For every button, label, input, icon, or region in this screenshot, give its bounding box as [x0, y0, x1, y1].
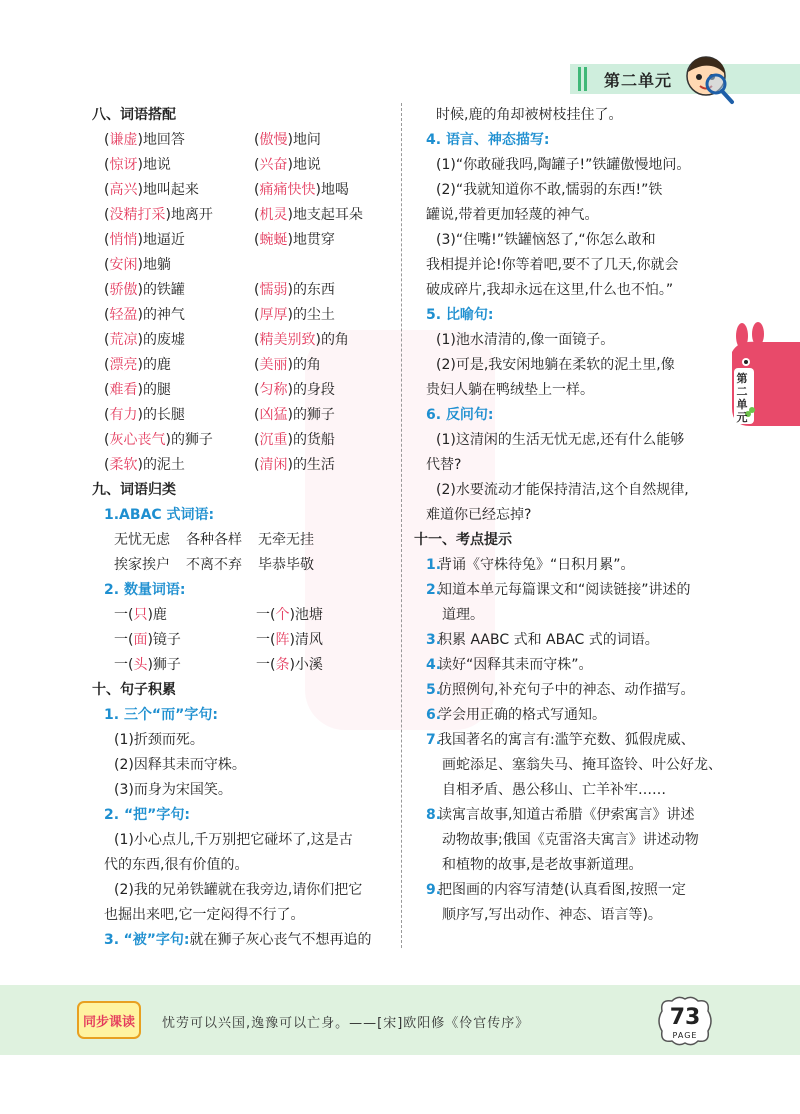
- measure-answer: 只: [133, 607, 148, 623]
- answer-word: 凶猛: [259, 407, 288, 423]
- tip-line-cont: [414, 778, 726, 803]
- bei-num: 3.: [104, 932, 120, 948]
- paren-open: (: [254, 382, 260, 398]
- er-sentence: (1)折颈而死。: [114, 732, 204, 748]
- measure-row: [92, 603, 397, 628]
- abac-word-list: [92, 528, 397, 578]
- abac-word: 无牵无挂: [258, 532, 314, 548]
- tip-number: 6.: [426, 707, 442, 723]
- paren-open: (: [254, 407, 260, 423]
- description-2-line-1: (2)“我就知道你不敢,懦弱的东西!”铁: [436, 182, 663, 198]
- metaphor-2-line-1: (2)可是,我安闲地躺在柔软的泥土里,像: [436, 357, 675, 373]
- pairing-cell: [104, 453, 254, 478]
- tip-line-first: [414, 628, 726, 653]
- pairing-cell: [254, 278, 404, 303]
- pairing-cell: [104, 378, 254, 403]
- pairing-text: 的生活: [292, 457, 335, 473]
- tip-number: 2.: [426, 582, 442, 598]
- rhetorical-num: 6.: [426, 407, 442, 423]
- measure-suffix: )鹿: [147, 607, 167, 623]
- answer-word: 兴奋: [259, 157, 288, 173]
- pairing-text: 的东西: [292, 282, 335, 298]
- paren-close: ): [165, 207, 171, 223]
- rhetorical-2-line-2: 难道你已经忘掉?: [426, 507, 532, 523]
- pairing-row: [92, 153, 397, 178]
- footer-quote: 忧劳可以兴国,逸豫可以亡身。——[宋]欧阳修《伶官传序》: [162, 1016, 530, 1031]
- er-num: 1.: [104, 707, 120, 723]
- measure-word-list: [92, 603, 397, 678]
- measure-subtitle: [92, 578, 397, 603]
- tip-text: 仿照例句,补充句子中的神态、动作描写。: [438, 682, 695, 698]
- pairing-text: 的狮子: [170, 432, 213, 448]
- paren-close: ): [287, 432, 293, 448]
- measure-prefix: 一(: [256, 607, 276, 623]
- pairing-text: 地喝: [320, 182, 349, 198]
- logo-text: 同步课读: [82, 1015, 136, 1030]
- word-pairing-list: [92, 128, 397, 478]
- answer-word: 难看: [109, 382, 138, 398]
- ba-sentence-1-line-2: 代的东西,很有价值的。: [104, 857, 249, 873]
- paren-open: (: [254, 232, 260, 248]
- measure-suffix: )清风: [289, 632, 323, 648]
- paren-close: ): [315, 332, 321, 348]
- pairing-cell: [104, 228, 254, 253]
- answer-word: 厚厚: [259, 307, 288, 323]
- paren-close: ): [287, 282, 293, 298]
- tip-number: 9.: [426, 882, 442, 898]
- pairing-text: 的长腿: [142, 407, 185, 423]
- tip-line-first: [414, 728, 726, 753]
- bei-label: “被”字句:: [123, 932, 190, 948]
- paren-close: ): [287, 457, 293, 473]
- pairing-cell: [254, 328, 404, 353]
- pairing-text: 地回答: [142, 132, 185, 148]
- paren-close: ): [137, 182, 143, 198]
- paren-close: ): [137, 132, 143, 148]
- answer-word: 柔软: [109, 457, 138, 473]
- answer-word: 傲慢: [259, 132, 288, 148]
- pairing-row: [92, 353, 397, 378]
- bei-sentence-line-2: 时候,鹿的角却被树枝挂住了。: [436, 107, 623, 123]
- description-3-line-1: (3)“住嘴!”铁罐恼怒了,“你怎么敢和: [436, 232, 656, 248]
- measure-suffix: )狮子: [147, 657, 181, 673]
- abac-word: 无忧无虑: [114, 532, 170, 548]
- tip-text: 学会用正确的格式写通知。: [438, 707, 606, 723]
- paren-open: (: [254, 357, 260, 373]
- pairing-text: 的铁罐: [142, 282, 185, 298]
- tip-line-first: [414, 578, 726, 603]
- pairing-cell: [104, 203, 254, 228]
- metaphor-1-line-1: (1)池水清清的,像一面镜子。: [436, 332, 615, 348]
- pairing-text: 地叫起来: [142, 182, 199, 198]
- answer-word: 机灵: [259, 207, 288, 223]
- answer-word: 惊讶: [109, 157, 138, 173]
- paren-open: (: [104, 407, 110, 423]
- pairing-cell: [104, 303, 254, 328]
- description-3-line-3: 破成碎片,我却永远在这里,什么也不怕。”: [426, 282, 674, 298]
- unit-title: 第二单元: [604, 71, 673, 90]
- measure-cell: [114, 653, 256, 678]
- section-8-title: 八、词语搭配: [92, 107, 176, 123]
- pairing-cell: [254, 378, 404, 403]
- er-sentence: (2)因释其耒而守株。: [114, 757, 246, 773]
- pairing-cell: [254, 203, 404, 228]
- tip-text: 自相矛盾、愚公移山、亡羊补牢……: [442, 782, 666, 798]
- paren-close: ): [137, 332, 143, 348]
- paren-close: ): [287, 157, 293, 173]
- page-word: PAGE: [672, 1031, 698, 1040]
- paren-close: ): [137, 457, 143, 473]
- measure-cell: [114, 628, 256, 653]
- mascot-magnifier-icon: [680, 52, 736, 108]
- measure-prefix: 一(: [114, 607, 134, 623]
- pairing-text: 地说: [142, 157, 171, 173]
- description-2-line-2: 罐说,带着更加轻蔑的神气。: [426, 207, 599, 223]
- tip-line-first: [414, 703, 726, 728]
- abac-word: 各种各样: [186, 532, 242, 548]
- description-1-line-1: (1)“你敢碰我吗,陶罐子!”铁罐傲慢地问。: [436, 157, 691, 173]
- paren-open: (: [254, 207, 260, 223]
- abac-word: 挨家挨户: [114, 557, 170, 573]
- paren-close: ): [137, 357, 143, 373]
- rhetorical-1-line-1: (1)这清闲的生活无忧无虑,还有什么能够: [436, 432, 685, 448]
- paren-open: (: [254, 132, 260, 148]
- pairing-cell: [254, 178, 404, 203]
- answer-word: 谦虚: [109, 132, 138, 148]
- answer-word: 清闲: [259, 457, 288, 473]
- paren-close: ): [137, 307, 143, 323]
- tip-number: 1.: [426, 557, 442, 573]
- tip-line-cont: [414, 603, 726, 628]
- rhetorical-1-line-2: 代替?: [426, 457, 462, 473]
- paren-open: (: [104, 282, 110, 298]
- paren-close: ): [287, 382, 293, 398]
- paren-close: ): [287, 232, 293, 248]
- pairing-text: 地躺: [142, 257, 171, 273]
- answer-word: 轻盈: [109, 307, 138, 323]
- paren-close: ): [287, 132, 293, 148]
- pairing-cell: [104, 153, 254, 178]
- bei-text: 就在狮子灰心丧气不想再追的: [189, 932, 372, 948]
- section-11-title: 十一、考点提示: [414, 532, 512, 548]
- paren-open: (: [254, 432, 260, 448]
- paren-open: (: [104, 357, 110, 373]
- ba-num: 2.: [104, 807, 120, 823]
- ba-label: “把”字句:: [123, 807, 190, 823]
- answer-word: 安闲: [109, 257, 138, 273]
- pairing-text: 的神气: [142, 307, 185, 323]
- abac-subtitle: 1.ABAC 式词语:: [104, 507, 215, 523]
- measure-suffix: )小溪: [289, 657, 323, 673]
- measure-answer: 阵: [275, 632, 290, 648]
- pairing-text: 的鹿: [142, 357, 171, 373]
- description-num: 4.: [426, 132, 442, 148]
- description-3-line-2: 我相提并论!你等着吧,要不了几天,你就会: [426, 257, 679, 273]
- measure-suffix: )镜子: [147, 632, 181, 648]
- tip-text: 我国著名的寓言有:滥竽充数、狐假虎威、: [438, 732, 695, 748]
- tip-text: 积累 AABC 式和 ABAC 式的词语。: [438, 632, 659, 648]
- measure-cell: [256, 653, 398, 678]
- section-9-title: 九、词语归类: [92, 482, 176, 498]
- paren-close: ): [287, 357, 293, 373]
- pairing-text: 地贯穿: [292, 232, 335, 248]
- pairing-row: [92, 203, 397, 228]
- paren-open: (: [104, 332, 110, 348]
- pairing-text: 地支起耳朵: [292, 207, 363, 223]
- pairing-row: [92, 278, 397, 303]
- description-subtitle: [414, 128, 726, 153]
- abac-row: [92, 553, 397, 578]
- rhetorical-subtitle: [414, 403, 726, 428]
- paren-close: ): [287, 207, 293, 223]
- measure-cell: [114, 603, 256, 628]
- tip-number: 8.: [426, 807, 442, 823]
- pairing-cell: [104, 178, 254, 203]
- measure-row: [92, 628, 397, 653]
- measure-cell: [256, 603, 398, 628]
- pairing-cell: [254, 403, 404, 428]
- pairing-cell: [254, 428, 404, 453]
- tip-line-first: [414, 678, 726, 703]
- answer-word: 沉重: [259, 432, 288, 448]
- er-sentence-list: [92, 728, 397, 803]
- paren-close: ): [137, 232, 143, 248]
- paren-close: ): [287, 307, 293, 323]
- ba-sentence-2-line-2: 也掘出来吧,它一定闷得不行了。: [104, 907, 305, 923]
- tip-line-first: [414, 653, 726, 678]
- tip-line-first: [414, 878, 726, 903]
- pairing-row: [92, 378, 397, 403]
- left-column: [92, 103, 397, 953]
- tip-line-first: [414, 803, 726, 828]
- tip-text: 画蛇添足、塞翁失马、掩耳盗铃、叶公好龙、: [442, 757, 722, 773]
- pairing-cell: [254, 453, 404, 478]
- tip-number: 3.: [426, 632, 442, 648]
- er-label: 三个“而”字句:: [123, 707, 218, 723]
- rhetorical-label: 反问句:: [445, 407, 494, 423]
- tip-text: 道理。: [442, 607, 484, 623]
- right-column: [414, 103, 726, 928]
- tip-text: 知道本单元每篇课文和“阅读链接”讲述的: [438, 582, 691, 598]
- header-bars-decoration: [578, 67, 592, 91]
- paren-close: ): [287, 407, 293, 423]
- measure-answer: 面: [133, 632, 148, 648]
- pairing-cell: [254, 128, 404, 153]
- answer-word: 有力: [109, 407, 138, 423]
- metaphor-num: 5.: [426, 307, 442, 323]
- answer-word: 美丽: [259, 357, 288, 373]
- paren-open: (: [104, 382, 110, 398]
- er-subtitle: [92, 703, 397, 728]
- answer-word: 漂亮: [109, 357, 138, 373]
- paren-open: (: [254, 182, 260, 198]
- answer-word: 荒凉: [109, 332, 138, 348]
- pairing-cell: [104, 128, 254, 153]
- measure-prefix: 一(: [256, 632, 276, 648]
- measure-answer: 个: [275, 607, 290, 623]
- paren-close: ): [315, 182, 321, 198]
- pairing-row: [92, 128, 397, 153]
- metaphor-2-line-2: 贵妇人躺在鸭绒垫上一样。: [426, 382, 594, 398]
- footer-logo: [76, 998, 142, 1042]
- paren-close: ): [137, 407, 143, 423]
- pairing-cell: [254, 228, 404, 253]
- pairing-cell: [104, 403, 254, 428]
- answer-word: 精美别致: [259, 332, 316, 348]
- pairing-row: [92, 428, 397, 453]
- tip-text: 读寓言故事,知道古希腊《伊索寓言》讲述: [438, 807, 695, 823]
- pairing-cell: [104, 428, 254, 453]
- measure-answer: 头: [133, 657, 148, 673]
- tip-text: 顺序写,写出动作、神态、语言等)。: [442, 907, 662, 923]
- paren-open: (: [254, 307, 260, 323]
- page-number: 73: [669, 1005, 701, 1030]
- pairing-row: [92, 303, 397, 328]
- paren-open: (: [104, 157, 110, 173]
- paren-open: (: [104, 457, 110, 473]
- side-tab-label: 第二单元: [736, 372, 748, 424]
- tip-number: 5.: [426, 682, 442, 698]
- answer-word: 悄悄: [109, 232, 138, 248]
- paren-open: (: [104, 257, 110, 273]
- tip-text: 把图画的内容写清楚(认真看图,按照一定: [438, 882, 686, 898]
- pairing-text: 的角: [292, 357, 321, 373]
- tip-number: 4.: [426, 657, 442, 673]
- paren-close: ): [137, 157, 143, 173]
- pairing-cell: [104, 353, 254, 378]
- tip-text: 和植物的故事,是老故事新道理。: [442, 857, 643, 873]
- pairing-text: 的狮子: [292, 407, 335, 423]
- paren-open: (: [254, 157, 260, 173]
- measure-num: 2.: [104, 582, 120, 598]
- paren-open: (: [254, 282, 260, 298]
- pairing-text: 地逼近: [142, 232, 185, 248]
- pairing-cell: [104, 328, 254, 353]
- answer-word: 匀称: [259, 382, 288, 398]
- answer-word: 痛痛快快: [259, 182, 316, 198]
- pairing-text: 的身段: [292, 382, 335, 398]
- tip-text: 读好“因释其耒而守株”。: [438, 657, 593, 673]
- pairing-cell: [104, 253, 254, 278]
- paren-open: (: [104, 132, 110, 148]
- tip-line-cont: [414, 828, 726, 853]
- pairing-cell: [254, 303, 404, 328]
- measure-row: [92, 653, 397, 678]
- tip-line-cont: [414, 903, 726, 928]
- metaphor-label: 比喻句:: [445, 307, 494, 323]
- pairing-cell: [254, 353, 404, 378]
- rhetorical-2-line-1: (2)水要流动才能保持清洁,这个自然规律,: [436, 482, 689, 498]
- paren-open: (: [104, 182, 110, 198]
- measure-cell: [256, 628, 398, 653]
- measure-answer: 条: [275, 657, 290, 673]
- pairing-row: [92, 403, 397, 428]
- pairing-text: 的腿: [142, 382, 171, 398]
- pairing-text: 地说: [292, 157, 321, 173]
- answer-word: 灰心丧气: [109, 432, 166, 448]
- pairing-row: [92, 178, 397, 203]
- exam-tips-list: [414, 553, 726, 928]
- pairing-text: 的泥土: [142, 457, 185, 473]
- ba-sentence-2-line-1: (2)我的兄弟铁罐就在我旁边,请你们把它: [114, 882, 363, 898]
- measure-prefix: 一(: [114, 657, 134, 673]
- pairing-text: 的货船: [292, 432, 335, 448]
- paren-close: ): [137, 282, 143, 298]
- pairing-text: 的尘土: [292, 307, 335, 323]
- description-label: 语言、神态描写:: [445, 132, 550, 148]
- answer-word: 没精打采: [109, 207, 166, 223]
- pairing-text: 地离开: [170, 207, 213, 223]
- pairing-cell: [254, 153, 404, 178]
- answer-word: 懦弱: [259, 282, 288, 298]
- answer-word: 蜿蜒: [259, 232, 288, 248]
- paren-open: (: [254, 332, 260, 348]
- paren-close: ): [137, 257, 143, 273]
- paren-open: (: [104, 432, 110, 448]
- ba-subtitle: [92, 803, 397, 828]
- pairing-text: 地问: [292, 132, 321, 148]
- measure-label: 数量词语:: [123, 582, 186, 598]
- paren-open: (: [104, 207, 110, 223]
- metaphor-subtitle: [414, 303, 726, 328]
- answer-word: 骄傲: [109, 282, 138, 298]
- abac-word: 不离不弃: [186, 557, 242, 573]
- tip-line-cont: [414, 753, 726, 778]
- tip-text: 背诵《守株待兔》“日积月累”。: [438, 557, 635, 573]
- measure-prefix: 一(: [256, 657, 276, 673]
- tip-line-cont: [414, 853, 726, 878]
- paren-open: (: [254, 457, 260, 473]
- pairing-row: [92, 328, 397, 353]
- pairing-row: [92, 453, 397, 478]
- ba-sentence-1-line-1: (1)小心点儿,千万别把它碰坏了,这是古: [114, 832, 353, 848]
- pairing-row: [92, 228, 397, 253]
- bei-sentence-line-1: [92, 928, 397, 953]
- measure-suffix: )池塘: [289, 607, 323, 623]
- abac-row: [92, 528, 397, 553]
- er-sentence: (3)而身为宋国笑。: [114, 782, 232, 798]
- pairing-row: [92, 253, 397, 278]
- paren-open: (: [104, 232, 110, 248]
- pairing-text: 的角: [320, 332, 349, 348]
- section-10-title: 十、句子积累: [92, 682, 176, 698]
- paren-close: ): [137, 382, 143, 398]
- tip-number: 7.: [426, 732, 442, 748]
- pairing-text: 的废墟: [142, 332, 185, 348]
- paren-open: (: [104, 307, 110, 323]
- tip-text: 动物故事;俄国《克雷洛夫寓言》讲述动物: [442, 832, 699, 848]
- answer-word: 高兴: [109, 182, 138, 198]
- abac-word: 毕恭毕敬: [258, 557, 314, 573]
- tip-line-first: [414, 553, 726, 578]
- paren-close: ): [165, 432, 171, 448]
- pairing-cell: [104, 278, 254, 303]
- measure-prefix: 一(: [114, 632, 134, 648]
